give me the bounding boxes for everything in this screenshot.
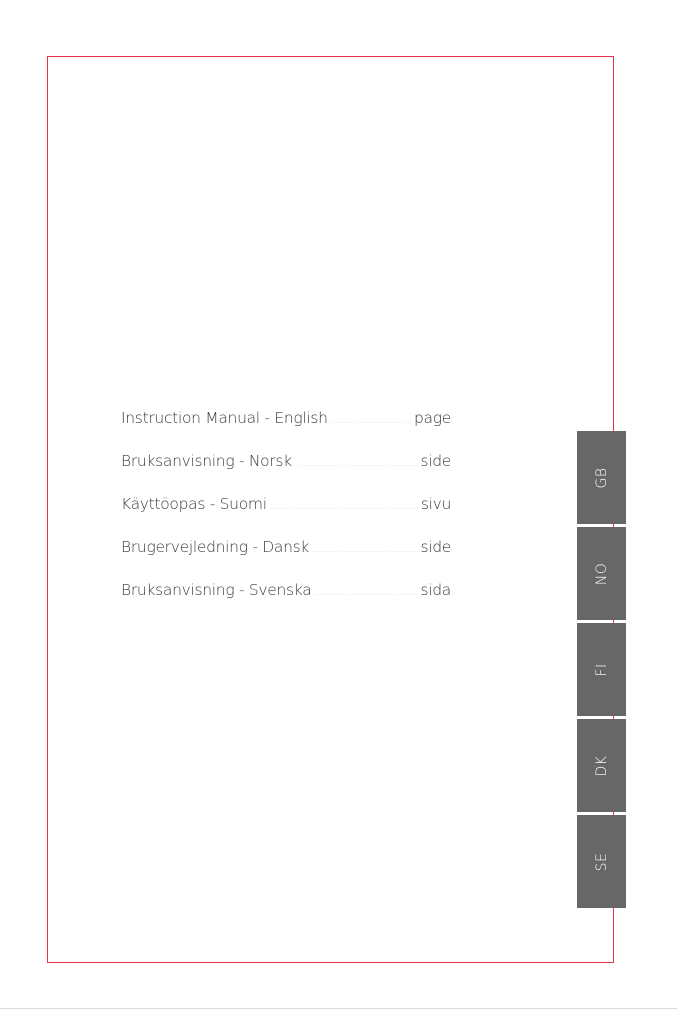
tab-se[interactable] <box>577 815 626 908</box>
tab-label: GB <box>593 466 610 489</box>
toc-entry-svenska[interactable] <box>121 581 451 624</box>
tab-label: DK <box>593 755 610 776</box>
toc-page-word: side <box>420 538 451 556</box>
tab-gb[interactable] <box>577 431 626 524</box>
table-of-contents <box>121 409 451 624</box>
toc-entry-english[interactable] <box>121 409 451 452</box>
toc-dot-leader <box>312 546 419 554</box>
toc-entry-norsk[interactable] <box>121 452 451 495</box>
toc-page-word: page <box>414 409 451 427</box>
toc-entry-label: Käyttöopas - Suomi <box>121 495 267 513</box>
tab-no[interactable] <box>577 527 626 620</box>
toc-entry-suomi[interactable] <box>121 495 451 538</box>
toc-entry-dansk[interactable] <box>121 538 451 581</box>
language-tabs <box>577 431 626 911</box>
tab-label: FI <box>593 662 610 677</box>
toc-dot-leader <box>331 417 413 425</box>
toc-dot-leader <box>270 503 420 511</box>
toc-entry-label: Brugervejledning - Dansk <box>121 538 310 556</box>
toc-entry-label: Instruction Manual - English <box>121 409 328 427</box>
toc-dot-leader <box>314 589 419 597</box>
tab-fi[interactable] <box>577 623 626 716</box>
bottom-rule <box>0 1008 677 1009</box>
toc-entry-label: Bruksanvisning - Svenska <box>121 581 312 599</box>
toc-page-word: sivu <box>420 495 451 513</box>
toc-page-word: sida <box>420 581 451 599</box>
tab-label: NO <box>593 562 610 585</box>
toc-entry-label: Bruksanvisning - Norsk <box>121 452 292 470</box>
tab-dk[interactable] <box>577 719 626 812</box>
toc-page-word: side <box>420 452 451 470</box>
toc-dot-leader <box>295 460 420 468</box>
tab-label: SE <box>593 852 610 871</box>
